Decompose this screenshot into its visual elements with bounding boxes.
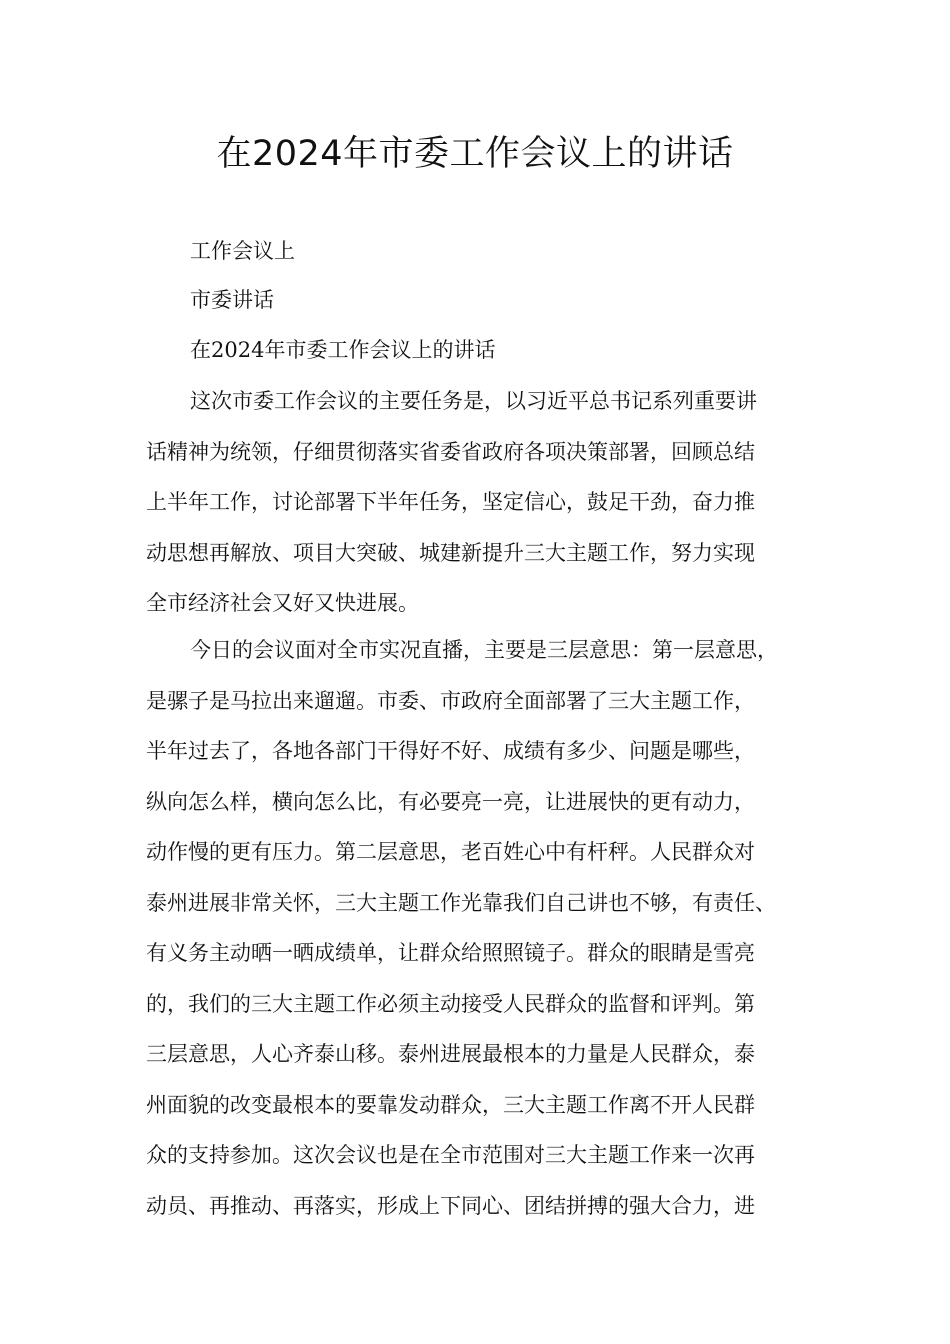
paragraph-line: 是骡子是马拉出来遛遛。市委、市政府全面部署了三大主题工作， (146, 688, 755, 713)
paragraph-line: 半年过去了，各地各部门干得好不好、成绩有多少、问题是哪些， (146, 739, 755, 763)
paragraph-line: 这次市委工作会议的主要任务是，以习近平总书记系列重要讲 (190, 389, 757, 413)
document-title: 在2024年市委工作会议上的讲话 (216, 134, 734, 174)
paragraph-line: 今日的会议面对全市实况直播，主要是三层意思：第一层意思， (190, 638, 778, 662)
paragraph-2 (146, 625, 826, 1231)
keyword-line-1: 工作会议上 (190, 239, 295, 263)
paragraph-line: 全市经济社会又好又快进展。 (146, 591, 419, 615)
paragraph-line: 纵向怎么样，横向怎么比，有必要亮一亮，让进展快的更有动力， (146, 789, 755, 814)
paragraph-1 (146, 376, 826, 629)
paragraph-line: 泰州进展非常关怀，三大主题工作光靠我们自己讲也不够，有责任、 (146, 890, 776, 915)
paragraph-line: 的，我们的三大主题工作必须主动接受人民群众的监督和评判。第 (146, 991, 755, 1016)
keyword-line-2: 市委讲话 (190, 288, 274, 312)
keyword-line-3: 在2024年市委工作会议上的讲话 (190, 338, 496, 362)
paragraph-line: 上半年工作，讨论部署下半年任务，坚定信心，鼓足干劲，奋力推 (146, 490, 755, 514)
paragraph-line: 动思想再解放、项目大突破、城建新提升三大主题工作，努力实现 (146, 540, 755, 565)
paragraph-line: 三层意思，人心齐泰山移。泰州进展最根本的力量是人民群众，泰 (146, 1042, 755, 1066)
paragraph-line: 众的支持参加。这次会议也是在全市范围对三大主题工作来一次再 (146, 1143, 755, 1167)
paragraph-line: 话精神为统领，仔细贯彻落实省委省政府各项决策部署，回顾总结 (146, 439, 755, 464)
paragraph-line: 有义务主动晒一晒成绩单，让群众给照照镜子。群众的眼睛是雪亮 (146, 941, 755, 965)
paragraph-line: 动员、再推动、再落实，形成上下同心、团结拼搏的强大合力，进 (146, 1193, 755, 1218)
paragraph-line: 动作慢的更有压力。第二层意思，老百姓心中有杆秤。人民群众对 (146, 840, 755, 864)
paragraph-line: 州面貌的改变最根本的要靠发动群众，三大主题工作离不开人民群 (146, 1092, 755, 1117)
